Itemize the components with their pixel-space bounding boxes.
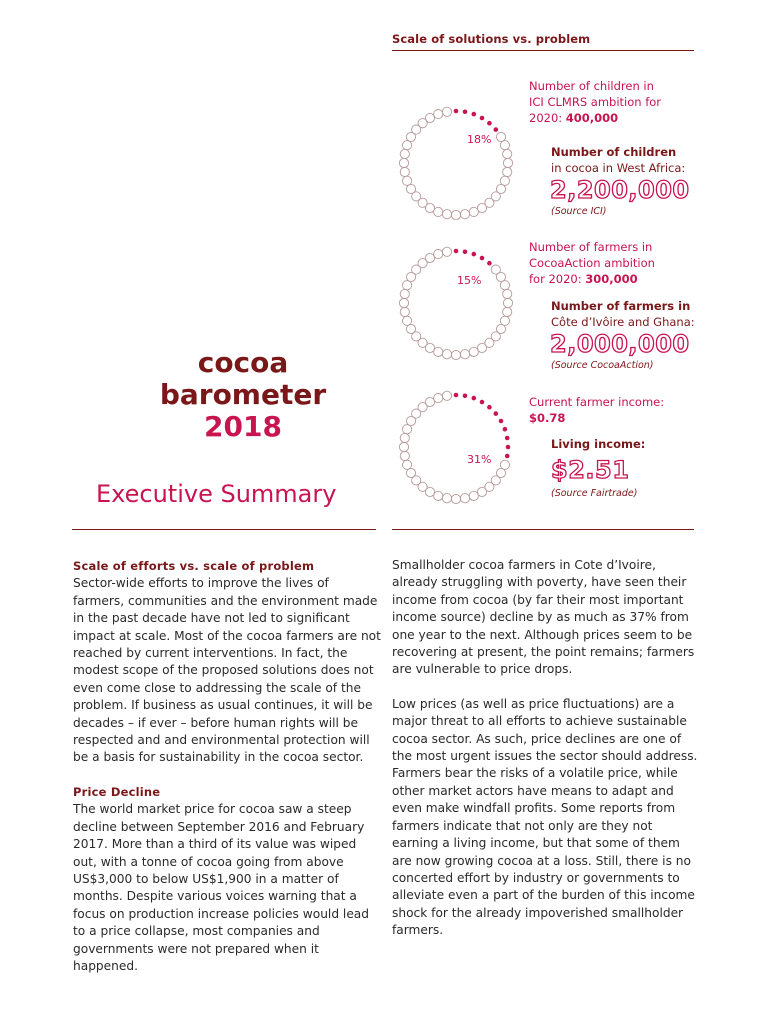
- stat-total-children: [551, 144, 685, 176]
- ring-dot-empty: [400, 307, 409, 316]
- left-column-divider: [72, 529, 376, 530]
- ring-dot-filled: [454, 249, 459, 254]
- ring-dot-empty: [400, 433, 409, 442]
- stat-ambition-line: Number of farmers in: [529, 240, 653, 254]
- ring-dot-empty: [451, 494, 460, 503]
- brand-title-line1: cocoa: [197, 346, 289, 379]
- percent-label-farmers: 15%: [457, 274, 482, 287]
- ring-dot-filled: [480, 256, 485, 261]
- left-column: [73, 558, 381, 975]
- ring-dot-empty: [469, 347, 478, 356]
- ring-dot-empty: [469, 207, 478, 216]
- ring-dot-empty: [434, 110, 443, 119]
- brand-year: 2018: [204, 410, 282, 443]
- ring-dot-filled: [463, 394, 468, 399]
- stat-total-farmers: [551, 298, 695, 330]
- stat-ambition-line: 2020:: [529, 111, 566, 125]
- ring-dot-filled: [505, 454, 510, 459]
- ring-dot-filled: [472, 112, 477, 117]
- stat-ambition-value: $0.78: [529, 411, 566, 425]
- stat-ambition-value: 400,000: [565, 111, 619, 125]
- ring-dot-filled: [506, 445, 511, 450]
- ring-dot-filled: [487, 405, 492, 410]
- stat-total-value-farmers: 2,000,000: [550, 330, 690, 358]
- stat-ambition-line: Number of children in: [529, 79, 654, 93]
- ring-dot-empty: [503, 307, 512, 316]
- ring-dot-empty: [442, 107, 451, 116]
- stat-total-label-bold: Living income:: [551, 437, 646, 451]
- dot-ring-chart-farmers: [388, 240, 524, 366]
- ring-dot-empty: [442, 494, 451, 503]
- ring-dot-empty: [503, 298, 512, 307]
- stat-total-income: [551, 436, 645, 452]
- ring-dot-empty: [451, 210, 460, 219]
- stat-total-value-income: $2.51: [551, 456, 630, 484]
- header-divider: [392, 50, 694, 51]
- ring-dot-empty: [442, 391, 451, 400]
- ring-dot-filled: [487, 261, 492, 266]
- ring-dot-filled: [472, 252, 477, 257]
- ring-dot-filled: [487, 121, 492, 126]
- stat-ambition-children: [529, 78, 661, 126]
- page-subtitle: Executive Summary: [96, 480, 337, 508]
- section-heading-price-decline: Price Decline: [73, 784, 161, 799]
- brand-title-line2: barometer: [159, 378, 327, 411]
- ring-dot-empty: [400, 289, 409, 298]
- ring-dot-empty: [460, 210, 469, 219]
- ring-dot-empty: [399, 158, 408, 167]
- stat-ambition-line: ICI CLMRS ambition for: [529, 95, 662, 109]
- stat-source-farmers: (Source CocoaAction): [551, 360, 654, 371]
- ring-dot-filled: [454, 393, 459, 398]
- ring-dot-empty: [403, 460, 412, 469]
- ring-dot-filled: [503, 427, 508, 432]
- ring-dot-empty: [503, 289, 512, 298]
- ring-dot-filled: [463, 110, 468, 115]
- ring-dot-empty: [469, 491, 478, 500]
- ring-dot-filled: [494, 127, 499, 132]
- ring-dot-empty: [434, 394, 443, 403]
- ring-dot-empty: [403, 316, 412, 325]
- stat-ambition-line: Current farmer income:: [529, 395, 665, 409]
- stat-total-label-bold: Number of farmers in: [551, 299, 691, 313]
- ring-dot-filled: [494, 411, 499, 416]
- stat-source-income: (Source Fairtrade): [551, 488, 638, 499]
- ring-dot-empty: [460, 350, 469, 359]
- paragraph-low-prices: Low prices (as well as price fluctuations) are a major threat to all efforts to achieve sustainable cocoa sector. As such, price declines are one of the most urgent issues the sector should address. Farmers bear the risks of a volatile price, while other market actors have means to adapt and even make windfall profits. Some reports from farmers indicate that not only are they not earning a living income, but that some of them are now growing cocoa at a loss. Still, there is no concerted effort by industry or governments to alleviate even a part of the burden of this income shock for the already impoverished smallholder farmers.: [392, 696, 698, 938]
- ring-dot-filled: [454, 109, 459, 114]
- dot-ring-chart-income: [388, 384, 524, 510]
- stat-source-children: (Source ICI): [551, 206, 607, 217]
- stat-ambition-line: CocoaAction ambition: [529, 256, 655, 270]
- ring-dot-empty: [442, 210, 451, 219]
- ring-dot-empty: [442, 350, 451, 359]
- right-column: [392, 557, 698, 940]
- ring-dot-empty: [503, 158, 512, 167]
- section-title: Scale of solutions vs. problem: [392, 32, 591, 46]
- ring-dot-filled: [472, 396, 477, 401]
- ring-dot-empty: [403, 176, 412, 185]
- ring-dot-empty: [399, 298, 408, 307]
- ring-dot-empty: [400, 149, 409, 158]
- ring-dot-empty: [503, 167, 512, 176]
- ring-dot-empty: [434, 250, 443, 259]
- ring-dot-filled: [505, 436, 510, 441]
- ring-dot-filled: [480, 400, 485, 405]
- stat-ambition-line: for 2020:: [529, 272, 586, 286]
- right-column-divider: [392, 529, 694, 530]
- percent-label-children: 18%: [467, 133, 492, 146]
- ring-dot-empty: [400, 451, 409, 460]
- paragraph-smallholder: Smallholder cocoa farmers in Cote d’Ivoire, already struggling with poverty, have seen their income from cocoa (by far their most important income source) decline by as much as 37% from one year to the next. Although prices seem to be recovering at present, the point remains; farmers are vulnerable to price drops.: [392, 558, 695, 677]
- ring-dot-filled: [480, 116, 485, 121]
- stat-total-value-children: 2,200,000: [550, 176, 690, 204]
- stat-total-label: Côte d’Ivôire and Ghana:: [551, 315, 695, 329]
- stat-total-label: in cocoa in West Africa:: [551, 161, 686, 175]
- dot-ring-chart-children: [388, 100, 524, 226]
- section-heading-scale: Scale of efforts vs. scale of problem: [73, 559, 315, 573]
- paragraph-price-decline: The world market price for cocoa saw a steep decline between September 2016 and February 2017. More than a third of its value was wiped out, with a tonne of cocoa going from above US$3,000 to below US$1,900 in a matter of months. Despite various voices warning that a focus on production increase policies would lead to a price collapse, most companies and governments were not prepared when it happened.: [73, 802, 370, 973]
- ring-dot-empty: [442, 247, 451, 256]
- stat-total-label-bold: Number of children: [551, 145, 677, 159]
- stat-ambition-income: [529, 394, 664, 426]
- stat-ambition-value: 300,000: [585, 272, 638, 286]
- ring-dot-filled: [499, 419, 504, 424]
- percent-label-income: 31%: [467, 453, 492, 466]
- ring-dot-empty: [500, 141, 509, 150]
- stat-ambition-farmers: [529, 239, 655, 287]
- ring-dot-empty: [460, 494, 469, 503]
- ring-dot-empty: [451, 350, 460, 359]
- ring-dot-empty: [503, 149, 512, 158]
- ring-dot-filled: [463, 250, 468, 255]
- paragraph-scale: Sector-wide efforts to improve the lives of farmers, communities and the environment made in the past decade have not led to significant impact at scale. Most of the cocoa farmers are not reached by current interventions. In fact, the modest scope of the proposed solutions does not even come close to addressing the scale of the problem. If business as usual continues, it will be decades – if ever – before human rights will be respected and and environmental protection will be a basis for sustainability in the cocoa sector.: [73, 576, 381, 765]
- ring-dot-empty: [500, 281, 509, 290]
- ring-dot-empty: [400, 167, 409, 176]
- ring-dot-empty: [399, 442, 408, 451]
